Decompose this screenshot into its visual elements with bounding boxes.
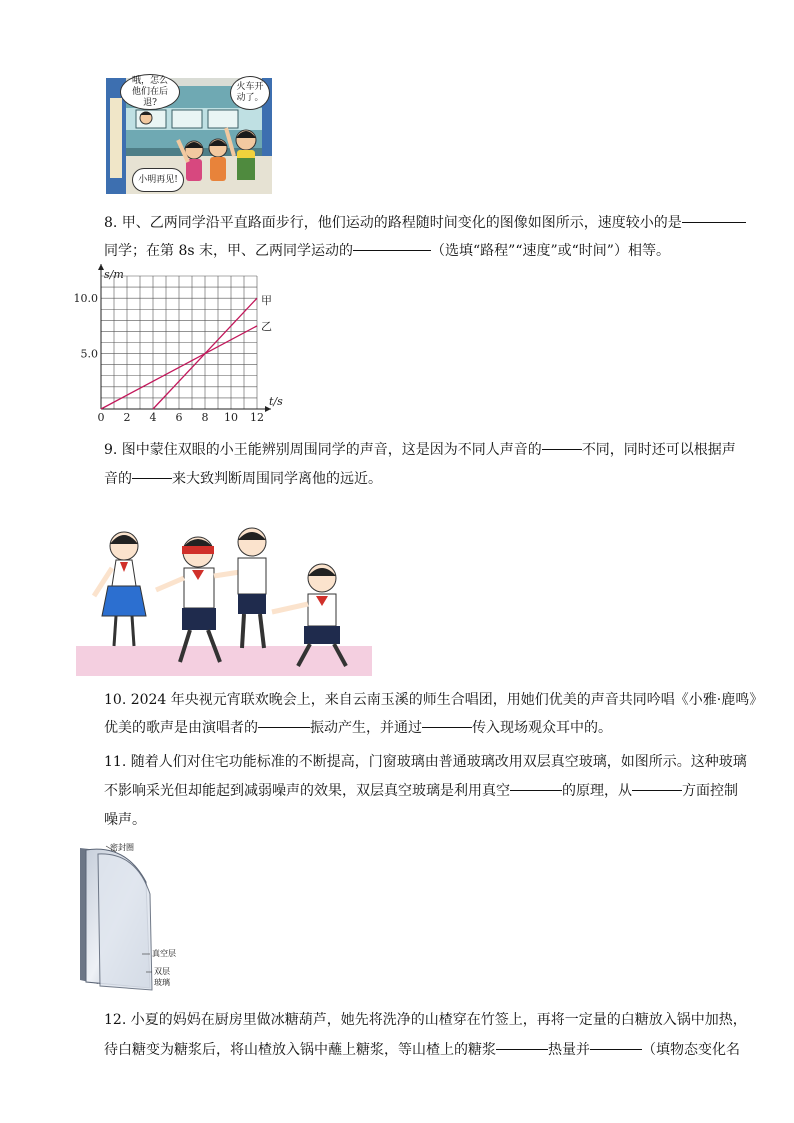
question-8-text-b: 同学；在第 8s 末，甲、乙两同学运动的: [104, 243, 353, 259]
question-9-line-1: [104, 434, 736, 466]
question-9-line-2: [104, 463, 382, 495]
question-11-line-3: [104, 804, 146, 836]
answer-blank-control-aspect[interactable]: [632, 789, 682, 791]
distance-time-chart: [73, 268, 286, 424]
answer-blank-vocal-cords[interactable]: [258, 726, 310, 728]
question-8-line-2: [104, 235, 670, 267]
question-10-text-c: 振动产生，并通过: [310, 720, 422, 736]
label-seal-ring: 密封圈: [110, 843, 134, 852]
question-10-text-a: 10. 2024 年央视元宵联欢晚会上，来自云南玉溪的师生合唱团，用她们优美的声音共同吟唱《小雅·鹿鸣》: [104, 692, 764, 708]
blindfold-game-drawing: [76, 516, 372, 676]
x-tick-label: 10: [224, 411, 238, 424]
question-11-line-2: [104, 775, 738, 807]
answer-blank-phase-change[interactable]: [590, 1048, 642, 1050]
speech-bubble-train-moving: 火车开动了。: [230, 76, 270, 110]
answer-blank-equal-quantity[interactable]: [353, 249, 431, 251]
question-12-text-d: （填物态变化名: [642, 1042, 740, 1058]
label-double-glass-line1: 双层: [154, 967, 170, 976]
answer-blank-release-heat[interactable]: [496, 1048, 548, 1050]
figure-vacuum-glass-illustration: [76, 842, 196, 992]
question-10-line-2: [104, 712, 612, 744]
series-label-yi: 乙: [261, 319, 272, 333]
question-9-text-c: 音的: [104, 471, 132, 487]
question-11-text-a: 11. 随着人们对住宅功能标准的不断提高，门窗玻璃由普通玻璃改用双层真空玻璃，如图所示。这种玻璃: [104, 754, 747, 770]
x-tick-label: 4: [149, 411, 157, 424]
answer-blank-medium[interactable]: [422, 726, 472, 728]
answer-blank-slower-student[interactable]: [682, 221, 746, 223]
question-12-text-c: 热量并: [548, 1042, 590, 1058]
x-tick-label: 12: [250, 411, 264, 424]
question-11-text-d: 方面控制: [682, 783, 738, 799]
question-11-text-e: 噪声。: [104, 812, 146, 828]
question-11-text-c: 的原理，从: [562, 783, 632, 799]
y-tick-label: 5.0: [80, 347, 98, 361]
x-tick-label: 2: [123, 411, 131, 424]
answer-blank-vacuum-principle[interactable]: [510, 789, 562, 791]
figure-blindfold-game-illustration: [76, 516, 372, 676]
question-9-text-a: 9. 图中蒙住双眼的小王能辨别周围同学的声音，这是因为不同人声音的: [104, 442, 542, 458]
speech-bubble-passenger: 哦，怎么他们在后退?: [120, 74, 180, 110]
x-tick-label: 0: [97, 411, 105, 424]
figure-train-illustration: [106, 75, 272, 194]
answer-blank-loudness[interactable]: [132, 477, 172, 479]
x-axis-label: t/s: [269, 395, 283, 408]
question-10-text-d: 传入现场观众耳中的。: [472, 720, 612, 736]
answer-blank-timbre[interactable]: [542, 448, 582, 450]
question-10-text-b: 优美的歌声是由演唱者的: [104, 720, 258, 736]
question-12-text-a: 12. 小夏的妈妈在厨房里做冰糖葫芦，她先将洗净的山楂穿在竹签上，再将一定量的白糖放入锅中加热，: [104, 1012, 747, 1028]
label-vacuum-layer: 真空层: [152, 949, 176, 958]
question-11-text-b: 不影响采光但却能起到减弱噪声的效果，双层真空玻璃是利用真空: [104, 783, 510, 799]
question-12-text-b: 待白糖变为糖浆后，将山楂放入锅中蘸上糖浆，等山楂上的糖浆: [104, 1042, 496, 1058]
series-label-jia: 甲: [261, 294, 272, 308]
speech-bubble-goodbye: 小明再见!: [132, 168, 184, 192]
vacuum-glass-drawing: [76, 842, 196, 992]
x-tick-label: 6: [175, 411, 183, 424]
question-8-text-a: 8. 甲、乙两同学沿平直路面步行，他们运动的路程随时间变化的图像如图所示，速度较小的是: [104, 215, 682, 231]
question-11-line-1: [104, 746, 747, 778]
y-tick-label: 10.0: [73, 292, 98, 306]
question-12-line-1: [104, 1004, 747, 1036]
y-axis-label: s/m: [104, 268, 124, 281]
label-double-glass-line2: 玻璃: [154, 978, 170, 987]
question-8-text-c: （选填“路程”“速度”或“时间”）相等。: [431, 243, 670, 259]
x-tick-label: 8: [201, 411, 209, 424]
question-12-line-2: [104, 1034, 740, 1066]
question-9-text-b: 不同，同时还可以根据声: [581, 442, 736, 458]
question-9-text-d: 来大致判断周围同学离他的远近。: [172, 471, 382, 487]
